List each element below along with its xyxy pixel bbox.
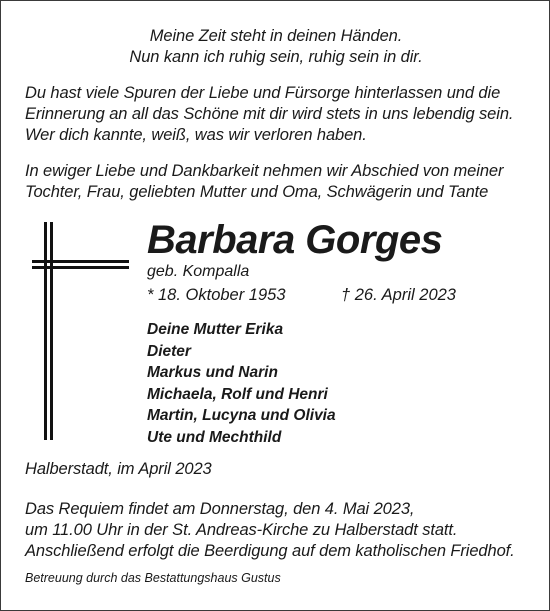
verse-line: Nun kann ich ruhig sein, ruhig sein in dir.	[129, 48, 423, 66]
verse	[1, 26, 550, 68]
requiem-line: Anschließend erfolgt die Beerdigung auf dem katholischen Friedhof.	[25, 542, 515, 560]
list-item: Martin, Lucyna und Olivia	[147, 407, 336, 424]
deceased-name: Barbara Gorges	[147, 218, 443, 262]
farewell-line: Tochter, Frau, geliebten Mutter und Oma, Schwägerin und Tante	[25, 183, 489, 201]
farewell-text	[25, 161, 535, 203]
requiem-line: um 11.00 Uhr in der St. Andreas-Kirche zu Halberstadt statt.	[25, 521, 458, 539]
list-item: Markus und Narin	[147, 364, 278, 381]
memory-line: Erinnerung an all das Schöne mit dir wird stets in uns lebendig sein.	[25, 105, 514, 123]
memory-text	[25, 83, 535, 146]
funeral-home-credit: Betreuung durch das Bestattungshaus Gustus	[25, 571, 281, 585]
birth-date: * 18. Oktober 1953	[147, 286, 286, 304]
farewell-line: In ewiger Liebe und Dankbarkeit nehmen wir Abschied von meiner	[25, 162, 504, 180]
verse-line: Meine Zeit steht in deinen Händen.	[149, 27, 403, 45]
place-date: Halberstadt, im April 2023	[25, 460, 212, 478]
memory-line: Wer dich kannte, weiß, was wir verloren haben.	[25, 126, 367, 144]
list-item: Deine Mutter Erika	[147, 321, 284, 338]
mourners-list	[147, 319, 336, 448]
list-item: Michaela, Rolf und Henri	[147, 385, 328, 403]
memory-line: Du hast viele Spuren der Liebe und Fürsorge hinterlassen und die	[25, 84, 501, 102]
birth-name: geb. Kompalla	[147, 263, 250, 280]
requiem-line: Das Requiem findet am Donnerstag, den 4. Mai 2023,	[25, 500, 415, 518]
death-date: † 26. April 2023	[341, 286, 456, 304]
list-item: Ute und Mechthild	[147, 428, 282, 446]
list-item: Dieter	[147, 342, 191, 360]
requiem-info	[25, 499, 515, 562]
